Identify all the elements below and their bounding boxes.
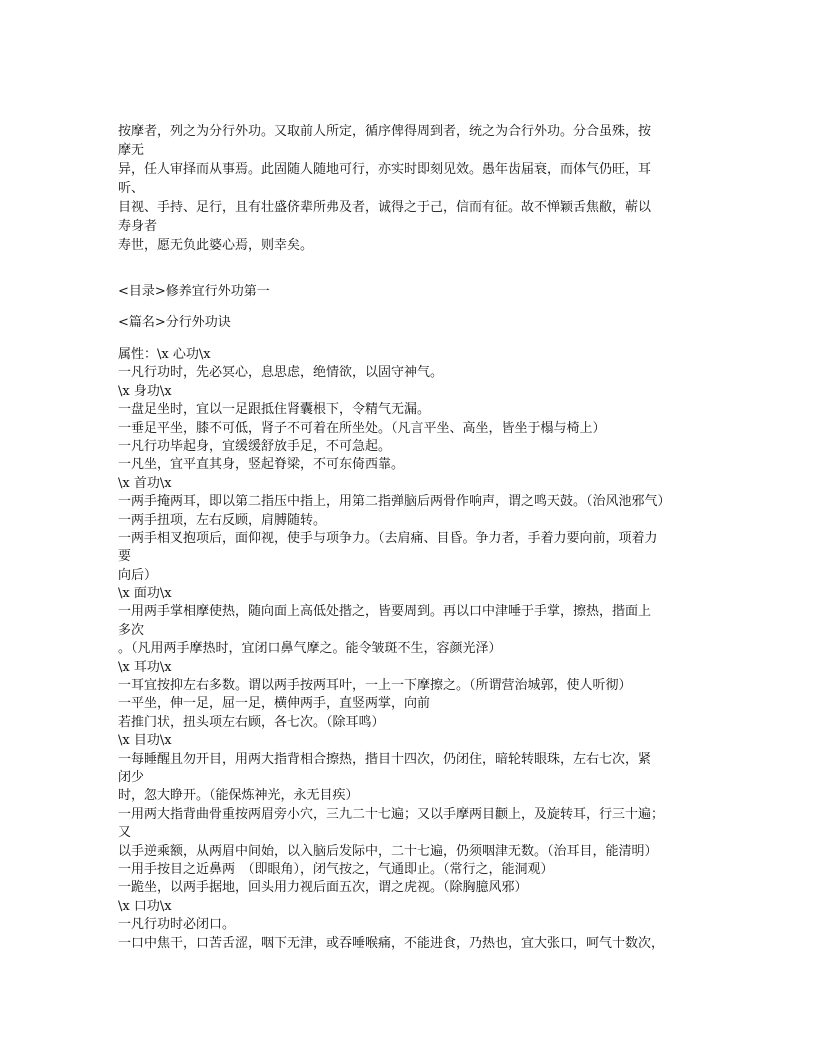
text-line: 一凡行功时，先必冥心，息思虑，绝情欲，以固守神气。 bbox=[118, 365, 444, 381]
text-line: 一口中焦干，口苦舌涩，咽下无津，或吞唾喉痛，不能进食，乃热也，宜大张口，呵气十数次， bbox=[118, 935, 665, 951]
text-line: 若推门状，扭头项左右顾，各七次。（除耳鸣） bbox=[118, 714, 385, 730]
text-line: 属性：\x 心功\x bbox=[118, 347, 211, 362]
text-line: 听、 bbox=[118, 181, 145, 196]
text-line: 寿世，愿无负此婆心焉，则幸矣。 bbox=[118, 238, 314, 253]
text-line: 一跪坐，以两手据地，回头用力视后面五次，谓之虎视。（除胸臆风邪） bbox=[118, 880, 528, 896]
text-line: 一两手掩两耳，即以第二指压中指上，用第二指弹脑后两骨作响声，谓之鸣天鼓。（治风池邪气） bbox=[118, 494, 671, 510]
text-line: 一盘足坐时，宜以一足跟抵住肾囊根下，令精气无漏。 bbox=[118, 402, 431, 418]
toc-line: <目录>修养宜行外功第一 bbox=[118, 284, 270, 299]
text-line: 以手逆乘额，从两眉中间始，以入脑后发际中，二十七遍，仍须咽津无数。（治耳目，能清明） bbox=[118, 843, 658, 859]
text-line: 一耳宜按抑左右多数。谓以两手按两耳叶，一上一下摩擦之。（所谓营治城郭，使人听彻） bbox=[118, 678, 632, 694]
text-line: \x 面功\x bbox=[118, 586, 172, 602]
text-line: 一平坐，伸一足，屈一足，横伸两手，直竖两掌，向前 bbox=[118, 696, 431, 712]
text-line: 闭少 bbox=[118, 769, 145, 785]
intro-paragraph bbox=[118, 122, 708, 255]
text-line: 时，忽大睁开。（能保炼神光，永无目疾） bbox=[118, 788, 359, 804]
text-line: 摩无 bbox=[118, 143, 145, 158]
text-line: 目视、手持、足行，且有壮盛侪辈所弗及者，诚得之于己，信而有征。故不惮颖舌焦敝，蕲以 bbox=[118, 200, 652, 215]
text-line: 一凡坐，宜平直其身，竖起脊梁，不可东倚西靠。 bbox=[118, 457, 405, 473]
text-line: 一两手相叉抱项后，面仰视，使手与项争力。（去肩痛、目昏。争力者，手着力要向前，项着力 bbox=[118, 530, 658, 546]
text-line: 。（凡用两手摩热时，宜闭口鼻气摩之。能令皱斑不生，容颜光泽） bbox=[118, 641, 502, 657]
text-line: \x 首功\x bbox=[118, 475, 172, 491]
text-line: 一用手按目之近鼻两 （即眼角），闭气按之，气通即止。（常行之，能洞观） bbox=[118, 861, 554, 877]
chapter-title bbox=[118, 314, 708, 332]
text-line: 一每睡醒且勿开目，用两大指背相合擦热，揩目十四次，仍闭住，暗轮转眼珠，左右七次，紧 bbox=[118, 751, 652, 767]
chapter-title-line: <篇名>分行外功诀 bbox=[118, 315, 231, 330]
text-line: \x 身功\x bbox=[118, 383, 172, 399]
text-line: \x 口功\x bbox=[118, 898, 172, 914]
toc-heading bbox=[118, 283, 708, 301]
text-line: 一垂足平坐，膝不可低，肾子不可着在所坐处。（凡言平坐、高坐，皆坐于榻与椅上） bbox=[118, 420, 606, 436]
text-line: 一凡行功时必闭口。 bbox=[118, 917, 236, 933]
text-line: \x 耳功\x bbox=[118, 659, 172, 675]
text-line: 又 bbox=[118, 825, 132, 841]
text-line: \x 目功\x bbox=[118, 733, 172, 749]
text-line: 按摩者，列之为分行外功。又取前人所定，循序俾得周到者，统之为合行外功。分合虽殊，按 bbox=[118, 124, 652, 139]
text-line: 异，任人审择而从事焉。此固随人随地可行，亦实时即刻见效。愚年齿届衰，而体气仍旺，耳 bbox=[118, 162, 652, 177]
text-line: 一两手扭项，左右反顾，肩膊随转。 bbox=[118, 512, 327, 528]
text-line: 一用两手掌相摩使热，随向面上高低处揩之，皆要周到。再以口中津唾于手掌，擦热，揩面上 bbox=[118, 604, 652, 620]
text-line: 要 bbox=[118, 549, 132, 565]
text-line: 寿身者 bbox=[118, 219, 158, 234]
body-text bbox=[118, 346, 708, 953]
text-line: 一用两大指背曲骨重按两眉旁小穴，三九二十七遍；又以手摩两目颧上，及旋转耳，行三十遍； bbox=[118, 806, 665, 822]
text-line: 向后） bbox=[118, 567, 158, 583]
text-line: 多次 bbox=[118, 622, 145, 638]
text-line: 一凡行功毕起身，宜缓缓舒放手足，不可急起。 bbox=[118, 438, 392, 454]
